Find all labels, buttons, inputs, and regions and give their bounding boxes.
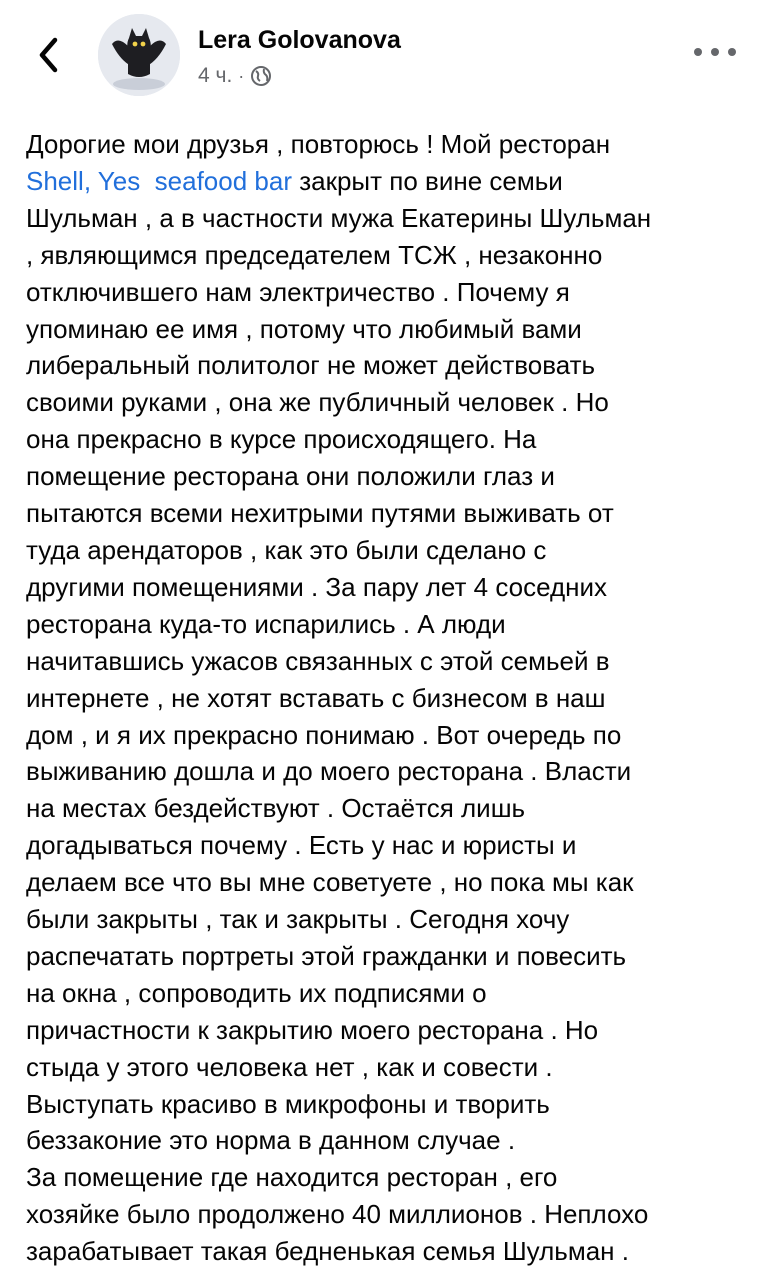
post-text-line: выживанию дошла и до моего ресторана . Власти <box>26 756 632 787</box>
restaurant-link[interactable]: Shell, Yes seafood bar <box>26 165 292 196</box>
bat-cat-avatar-icon <box>98 14 180 96</box>
post-text-line: беззаконие это норма в данном случае . <box>26 1125 516 1156</box>
post-text-line: Выступать красиво в микрофоны и творить <box>26 1088 550 1119</box>
post-text-line: упоминаю ее имя , потому что любимый вами <box>26 313 582 344</box>
post-text-line: распечатать портреты этой гражданки и повесить <box>26 940 627 971</box>
post-text-fragment: закрыт по вине семьи <box>291 165 563 196</box>
post-text-line: помещение ресторана они положили глаз и <box>26 461 555 492</box>
post-text-line: отключившего нам электричество . Почему я <box>26 276 570 307</box>
post-text-line <box>26 163 744 200</box>
more-options-button[interactable] <box>694 36 736 68</box>
more-dots-icon <box>711 48 719 56</box>
post-text-line: своими руками , она же публичный человек . Но <box>26 387 609 418</box>
post-text-line: на местах бездействуют . Остаётся лишь <box>26 793 526 824</box>
post-text-line: причастности к закрытию моего ресторана . Но <box>26 1014 599 1045</box>
post-text-line: она прекрасно в курсе происходящего. На <box>26 424 537 455</box>
more-dots-icon <box>728 48 736 56</box>
post-text-line: стыда у этого человека нет , как и совести . <box>26 1051 553 1082</box>
post-text <box>26 126 744 1270</box>
globe-icon[interactable] <box>250 65 272 87</box>
post-text-line: хозяйке было продолжено 40 миллионов . Неплохо <box>26 1199 649 1230</box>
meta-separator: · <box>238 65 245 86</box>
post-timestamp[interactable]: 4 ч. <box>198 64 233 87</box>
post-text-line: пытаются всеми нехитрыми путями выживать от <box>26 498 614 529</box>
avatar[interactable] <box>98 14 180 96</box>
post-text-line: другими помещениями . За пару лет 4 соседних <box>26 571 608 602</box>
post-text-line: ресторана куда-то испарились . А люди <box>26 608 506 639</box>
author-name[interactable]: Lera Golovanova <box>198 26 401 54</box>
post-text-line: туда арендаторов , как это были сделано с <box>26 534 547 565</box>
more-dots-icon <box>694 48 702 56</box>
post-text-line: За помещение где находится ресторан , его <box>26 1162 558 1193</box>
post-text-line: Дорогие мои друзья , повторюсь ! Мой ресторан <box>26 129 611 159</box>
post-text-line: интернете , не хотят вставать с бизнесом в наш <box>26 682 606 713</box>
post-text-line: , являющимся председателем ТСЖ , незаконно <box>26 239 603 270</box>
post-text-line: зарабатывает такая бедненькая семья Шульман . <box>26 1236 629 1267</box>
post-text-line: были закрыты , так и закрыты . Сегодня хочу <box>26 904 570 935</box>
post-text-line: на окна , сопроводить их подписями о <box>26 977 487 1008</box>
post-header <box>0 0 762 110</box>
back-button[interactable] <box>26 28 70 82</box>
post-text-line: делаем все что вы мне советуете , но пока мы как <box>26 867 634 898</box>
post-text-line: Шульман , а в частности мужа Екатерины Шульман <box>26 202 652 233</box>
post-text-line: начитавшись ужасов связанных с этой семьей в <box>26 645 610 676</box>
post-text-line: догадываться почему . Есть у нас и юристы и <box>26 830 577 861</box>
post-text-line: либеральный политолог не может действовать <box>26 350 596 381</box>
post-text-line: дом , и я их прекрасно понимаю . Вот очередь по <box>26 719 622 750</box>
post-meta <box>198 64 272 88</box>
chevron-left-icon <box>35 35 61 75</box>
